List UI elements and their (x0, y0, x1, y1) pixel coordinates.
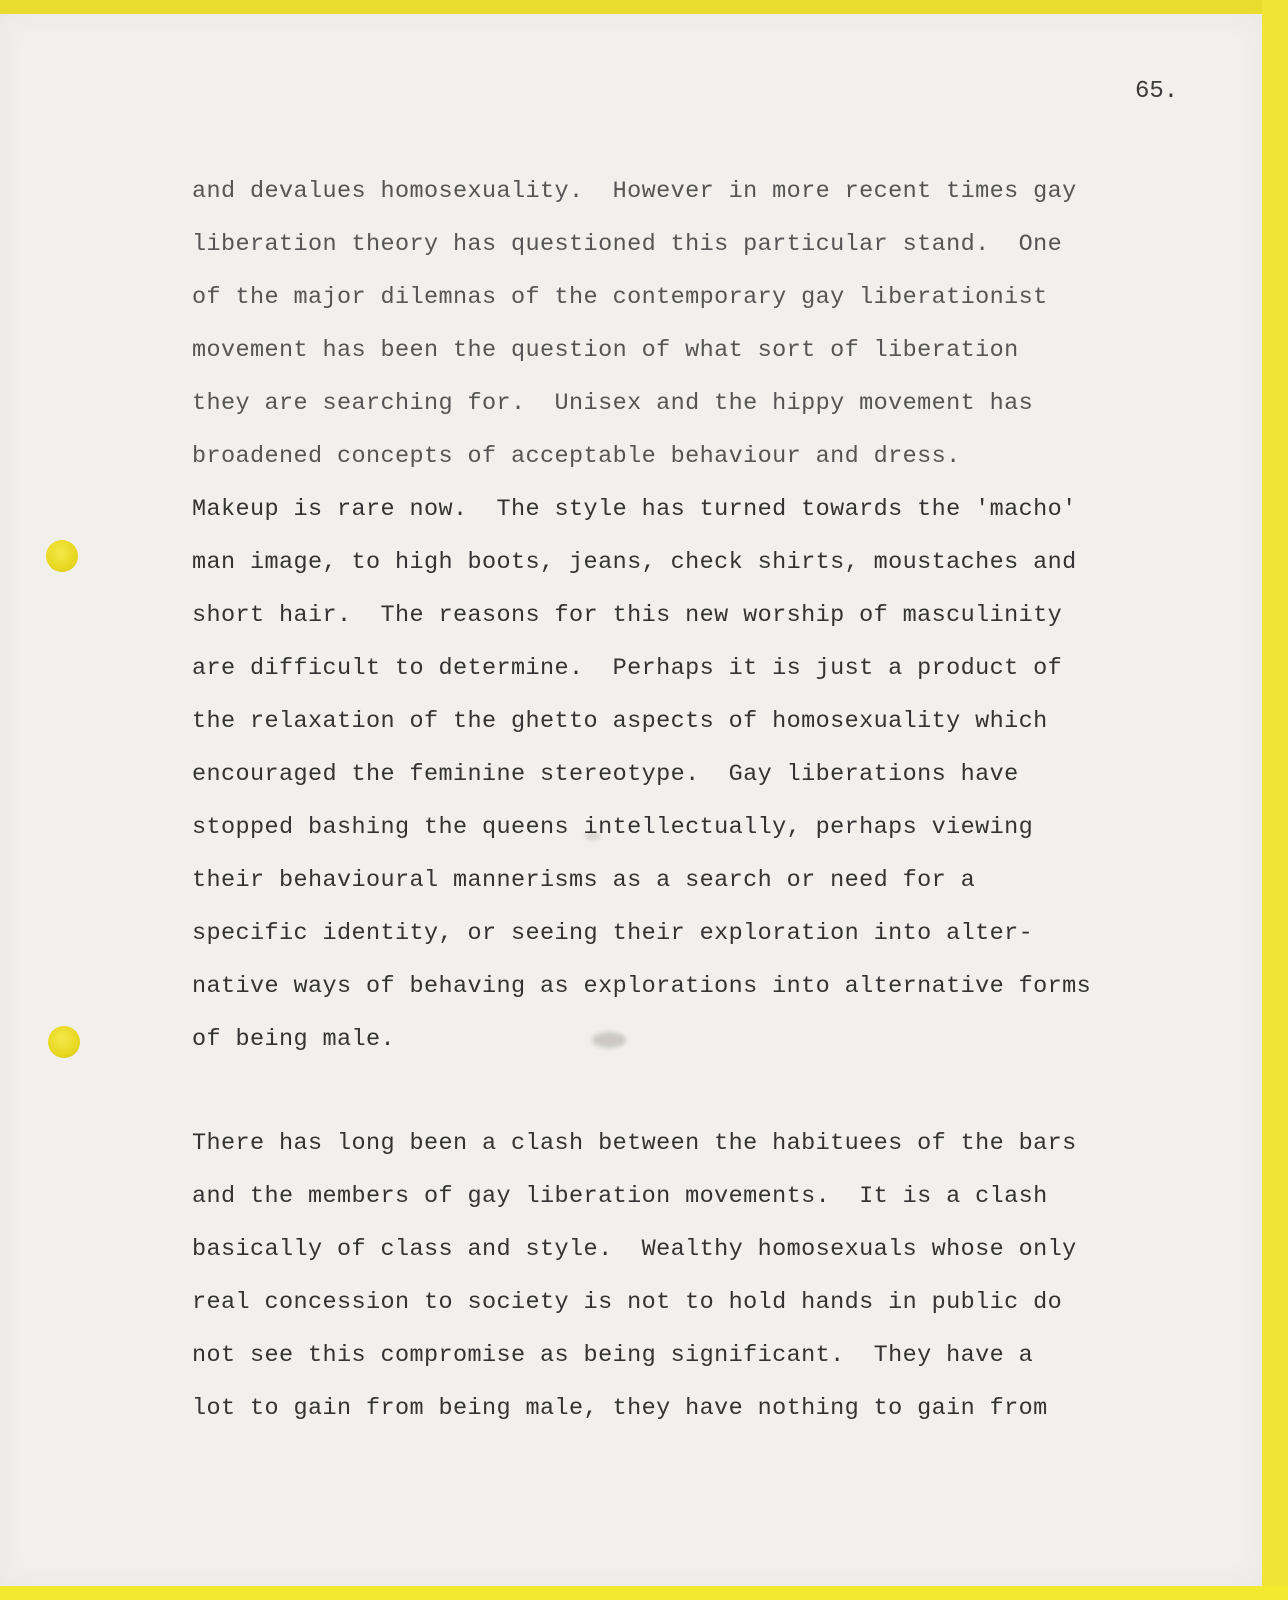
punch-hole-icon (46, 540, 78, 572)
text-line: specific identity, or seeing their exploration into alter- (192, 920, 1034, 947)
paragraph (192, 174, 1091, 1075)
text-line: are difficult to determine. Perhaps it is just a product of (192, 655, 1063, 682)
text-line: not see this compromise as being significant. They have a (192, 1342, 1034, 1369)
document-page (0, 14, 1262, 1586)
text-line: lot to gain from being male, they have nothing to gain from (192, 1395, 1048, 1422)
text-line: of being male. (192, 1026, 396, 1053)
text-line: and devalues homosexuality. However in more recent times gay (192, 178, 1077, 205)
text-line: movement has been the question of what sort of liberation (192, 337, 1019, 364)
text-line: and the members of gay liberation movements. It is a clash (192, 1183, 1048, 1210)
text-line: There has long been a clash between the habituees of the bars (192, 1130, 1077, 1157)
text-line: of the major dilemnas of the contemporary gay liberationist (192, 284, 1048, 311)
text-line: short hair. The reasons for this new worship of masculinity (192, 602, 1063, 629)
text-line: stopped bashing the queens intellectually, perhaps viewing (192, 814, 1034, 841)
text-line: basically of class and style. Wealthy homosexuals whose only (192, 1236, 1077, 1263)
binder-edge-top (0, 0, 1288, 14)
binder-edge-bottom (0, 1586, 1288, 1600)
text-line: real concession to society is not to hold hands in public do (192, 1289, 1063, 1316)
binder-edge-right (1262, 0, 1288, 1600)
text-line: Makeup is rare now. The style has turned towards the 'macho' (192, 496, 1077, 523)
punch-hole-icon (48, 1026, 80, 1058)
text-line: liberation theory has questioned this particular stand. One (192, 231, 1063, 258)
text-line: man image, to high boots, jeans, check shirts, moustaches and (192, 549, 1077, 576)
text-line: broadened concepts of acceptable behaviour and dress. (192, 443, 961, 470)
text-line: their behavioural mannerisms as a search or need for a (192, 867, 976, 894)
text-line: the relaxation of the ghetto aspects of homosexuality which (192, 708, 1048, 735)
paragraph (192, 1126, 1077, 1444)
text-line: encouraged the feminine stereotype. Gay liberations have (192, 761, 1019, 788)
text-line: they are searching for. Unisex and the hippy movement has (192, 390, 1034, 417)
text-line: native ways of behaving as explorations into alternative forms (192, 973, 1092, 1000)
page-number: 65. (1135, 78, 1179, 105)
